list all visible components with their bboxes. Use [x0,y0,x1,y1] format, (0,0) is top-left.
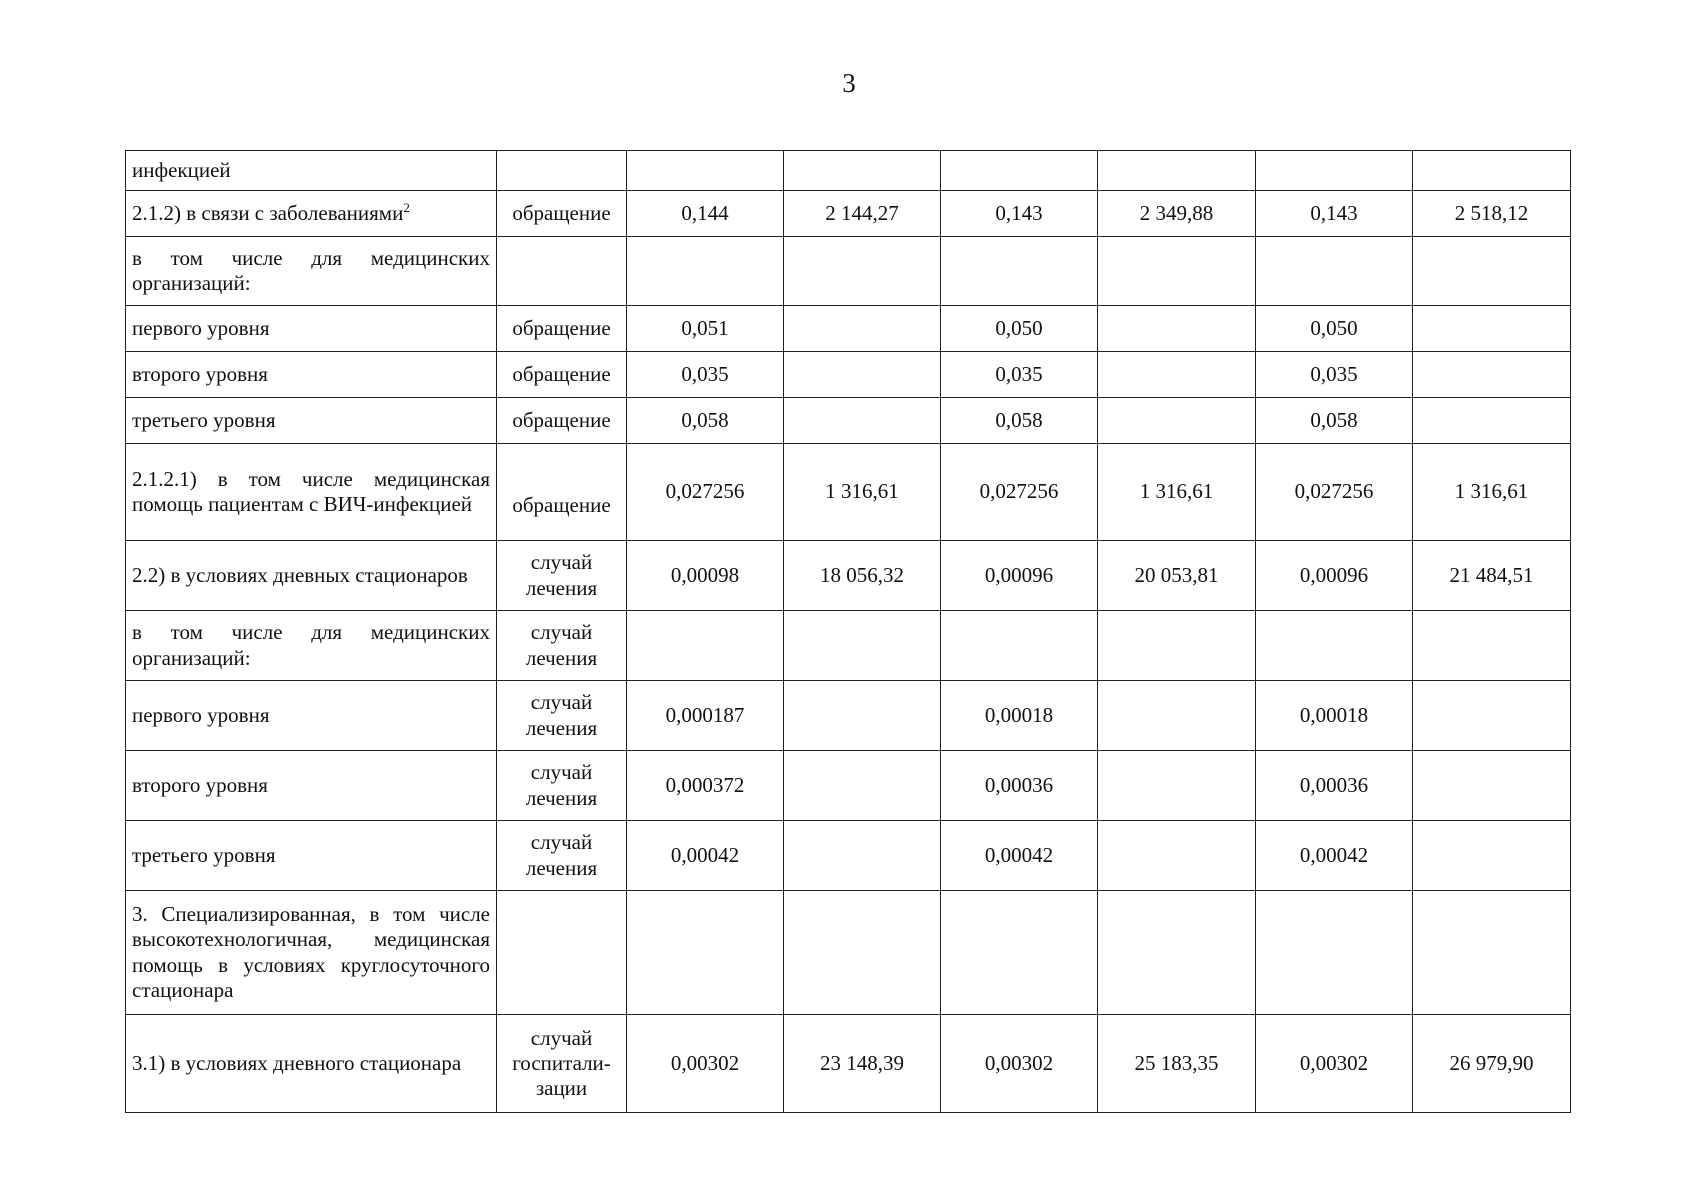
value-cell: 0,143 [1256,191,1413,237]
value-cell [784,821,941,891]
value-cell [941,151,1098,191]
value-cell [1098,151,1256,191]
row-name-cell: 3.1) в условиях дневного стационара [126,1015,497,1113]
value-cell: 18 056,32 [784,541,941,611]
value-cell: 0,00036 [941,751,1098,821]
value-cell [627,891,784,1015]
value-cell [1098,611,1256,681]
value-cell: 0,000372 [627,751,784,821]
table-row [126,611,1571,681]
value-cell [784,237,941,306]
row-name-cell: второго уровня [126,751,497,821]
unit-cell [497,891,627,1015]
value-cell: 2 144,27 [784,191,941,237]
value-cell: 0,035 [1256,352,1413,398]
value-cell: 0,027256 [627,444,784,541]
value-cell [1256,237,1413,306]
value-cell [784,306,941,352]
value-cell: 0,00042 [941,821,1098,891]
value-cell: 0,00096 [941,541,1098,611]
value-cell: 2 518,12 [1413,191,1571,237]
row-name-text: 2.1.2) в связи с заболеваниями [132,200,404,225]
table-row [126,151,1571,191]
unit-cell [497,151,627,191]
value-cell [1413,398,1571,444]
value-cell [1098,237,1256,306]
value-cell: 0,00302 [1256,1015,1413,1113]
value-cell [1413,611,1571,681]
value-cell: 0,00302 [627,1015,784,1113]
value-cell: 1 316,61 [1413,444,1571,541]
value-cell: 0,027256 [1256,444,1413,541]
value-cell [627,151,784,191]
value-cell: 0,050 [1256,306,1413,352]
unit-cell: обращение [497,191,627,237]
value-cell: 25 183,35 [1098,1015,1256,1113]
value-cell [1413,151,1571,191]
value-cell: 0,058 [1256,398,1413,444]
value-cell [1098,398,1256,444]
table-row [126,352,1571,398]
value-cell [1413,306,1571,352]
value-cell [1413,237,1571,306]
value-cell [627,611,784,681]
value-cell: 0,00098 [627,541,784,611]
row-name-cell: второго уровня [126,352,497,398]
value-cell: 0,035 [941,352,1098,398]
value-cell: 0,00018 [941,681,1098,751]
value-cell: 0,058 [941,398,1098,444]
value-cell: 0,000187 [627,681,784,751]
unit-cell: обращение [497,444,627,541]
value-cell [941,611,1098,681]
row-name-cell: в том числе для медицинских организаций: [126,237,497,306]
row-name-cell: в том числе для медицинских организаций: [126,611,497,681]
value-cell [1413,681,1571,751]
value-cell: 23 148,39 [784,1015,941,1113]
value-cell: 21 484,51 [1413,541,1571,611]
value-cell: 0,00036 [1256,751,1413,821]
footnote-mark: 2 [403,199,410,215]
value-cell [784,398,941,444]
value-cell: 0,058 [627,398,784,444]
row-name-cell: 2.1.2.1) в том числе медицинская помощь пациентам с ВИЧ-инфекцией [126,444,497,541]
value-cell [1098,681,1256,751]
unit-cell: случай лечения [497,681,627,751]
value-cell: 1 316,61 [1098,444,1256,541]
value-cell [1413,751,1571,821]
value-cell: 0,00096 [1256,541,1413,611]
value-cell [784,681,941,751]
value-cell: 0,143 [941,191,1098,237]
row-name-cell: инфекцией [126,151,497,191]
unit-cell: случай лечения [497,751,627,821]
table-row [126,398,1571,444]
value-cell [1413,821,1571,891]
table-row [126,237,1571,306]
value-cell [1256,151,1413,191]
row-name-cell [126,191,497,237]
value-cell: 0,144 [627,191,784,237]
unit-cell: обращение [497,398,627,444]
value-cell [1413,891,1571,1015]
value-cell: 1 316,61 [784,444,941,541]
row-name-cell: третьего уровня [126,398,497,444]
value-cell [784,891,941,1015]
value-cell [784,151,941,191]
unit-cell: случай лечения [497,541,627,611]
value-cell [1256,611,1413,681]
value-cell: 20 053,81 [1098,541,1256,611]
value-cell [1256,891,1413,1015]
row-name-cell: первого уровня [126,306,497,352]
value-cell: 0,00018 [1256,681,1413,751]
value-cell [1098,352,1256,398]
unit-cell: случай лечения [497,611,627,681]
unit-cell: обращение [497,306,627,352]
norms-table [125,150,1571,1113]
row-name-cell: 2.2) в условиях дневных стационаров [126,541,497,611]
table-row [126,191,1571,237]
unit-cell: обращение [497,352,627,398]
value-cell [1098,821,1256,891]
value-cell: 0,00042 [1256,821,1413,891]
value-cell [941,237,1098,306]
table-row [126,751,1571,821]
value-cell: 0,051 [627,306,784,352]
value-cell [1098,891,1256,1015]
table-row [126,306,1571,352]
table-row [126,444,1571,541]
table-row [126,541,1571,611]
value-cell [627,237,784,306]
table-row [126,1015,1571,1113]
unit-cell [497,237,627,306]
value-cell: 26 979,90 [1413,1015,1571,1113]
value-cell: 0,00042 [627,821,784,891]
value-cell [1098,306,1256,352]
value-cell [1413,352,1571,398]
value-cell: 0,027256 [941,444,1098,541]
row-name-cell: первого уровня [126,681,497,751]
table-row [126,891,1571,1015]
row-name-cell: третьего уровня [126,821,497,891]
value-cell: 0,00302 [941,1015,1098,1113]
value-cell [941,891,1098,1015]
table-row [126,821,1571,891]
value-cell: 2 349,88 [1098,191,1256,237]
value-cell: 0,050 [941,306,1098,352]
value-cell [1098,751,1256,821]
row-name-cell: 3. Специализированная, в том числе высокотехнологичная, медицинская помощь в условиях круглосуточного стационара [126,891,497,1015]
unit-cell: случай госпитали-зации [497,1015,627,1113]
value-cell [784,611,941,681]
value-cell [784,751,941,821]
value-cell [784,352,941,398]
value-cell: 0,035 [627,352,784,398]
unit-cell: случай лечения [497,821,627,891]
table-row [126,681,1571,751]
page-number: 3 [842,68,856,98]
